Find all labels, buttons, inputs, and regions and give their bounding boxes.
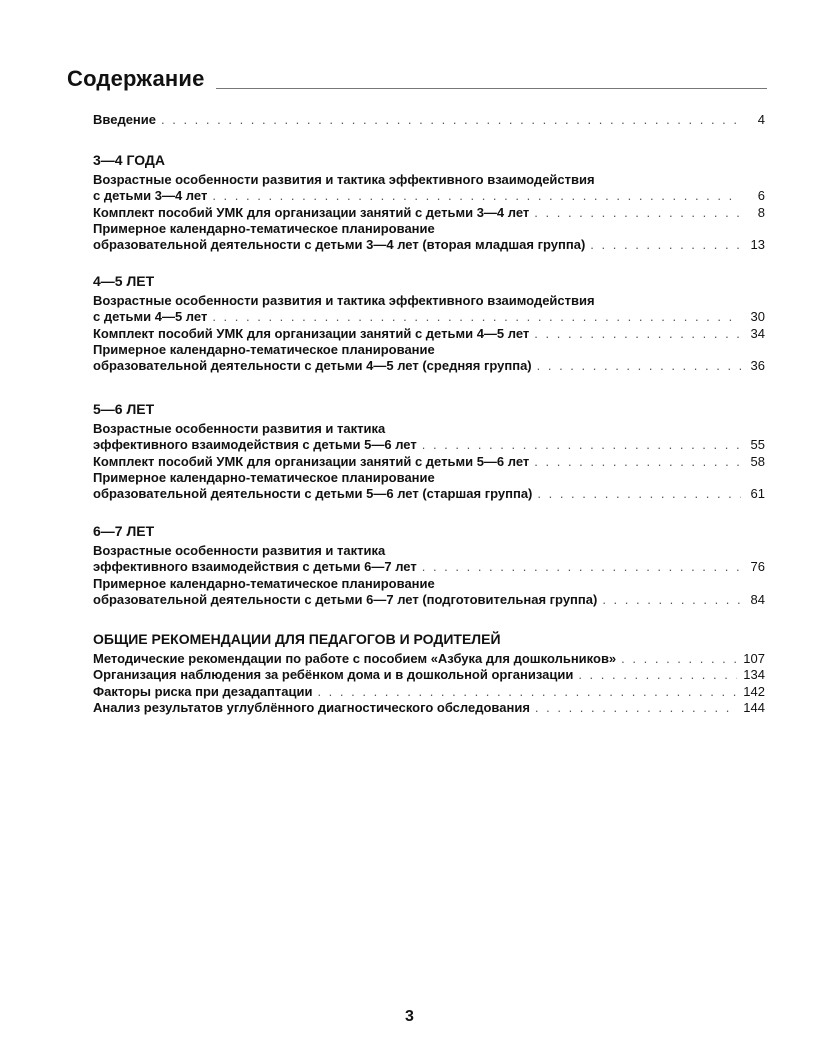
section-heading: 5—6 ЛЕТ [93,401,155,417]
toc-entry-text-line [93,470,765,486]
toc-entry-line [93,486,765,502]
toc-page-number: 107 [743,651,765,666]
dot-leader [422,559,741,575]
toc-entry-line [93,437,765,453]
section-heading: 6—7 ЛЕТ [93,523,155,539]
toc-entry-line [93,651,765,667]
toc-page-number: 55 [750,437,765,453]
toc-entry-line [93,326,765,342]
toc-entry-line [93,592,765,608]
toc-entry-line [93,205,765,221]
toc-page-number: 13 [750,237,765,253]
toc-entry-text: образовательной деятельности с детьми 5—6 лет (старшая группа) [93,486,533,502]
dot-leader [212,309,741,325]
toc-entry-line [93,559,765,575]
dot-leader [602,592,741,608]
dot-leader [534,326,741,342]
dot-leader [590,237,741,253]
toc-page-number: 61 [750,486,765,502]
toc-page-number: 144 [743,699,765,715]
dot-leader [534,205,741,221]
toc-entry-text-line [93,342,765,358]
toc-entry-line [93,684,765,700]
toc-entry-line [93,309,765,325]
toc-entry-text: Факторы риска при дезадаптации [93,683,313,699]
toc-page-number: 4 [757,112,765,127]
dot-leader [537,358,741,374]
page-title: Содержание [67,66,205,91]
toc-entry-text: Возрастные особенности развития и тактика эффективного взаимодействия [93,293,595,308]
toc-entry-text-line [93,543,765,559]
toc-page-number: 134 [743,667,765,683]
dot-leader [212,188,741,204]
dot-leader [317,684,737,700]
toc-entry-text: Примерное календарно-тематическое планирование [93,575,435,591]
toc-page-number: 84 [750,591,765,607]
toc-entry-text: с детьми 3—4 лет [93,188,208,204]
toc-entry-line [93,112,765,128]
toc-entry-text: с детьми 4—5 лет [93,309,208,325]
toc-entry-text-line [93,172,765,188]
section-heading: 4—5 ЛЕТ [93,273,155,289]
toc-page-number: 30 [750,309,765,325]
toc-entry-line [93,454,765,470]
toc-entry-line [93,188,765,204]
toc-entry-text: Комплект пособий УМК для организации занятий с детьми 5—6 лет [93,453,530,469]
dot-leader [422,437,741,453]
toc-entry-text: Возрастные особенности развития и тактика эффективного взаимодействия [93,172,595,187]
toc-entry-text: Методические рекомендации по работе с пособием «Азбука для дошкольников» [93,651,617,666]
toc-entry-line [93,700,765,716]
toc-entry-text: Организация наблюдения за ребёнком дома и в дошкольной организации [93,667,574,683]
toc-entry-text-line [93,576,765,592]
toc-entry-line [93,237,765,253]
toc-entry-text: Возрастные особенности развития и тактика [93,543,386,558]
toc-entry-text: Возрастные особенности развития и тактика [93,421,386,436]
page-number: 3 [405,1008,414,1025]
toc-page-number: 76 [750,559,765,575]
toc-entry-text: образовательной деятельности с детьми 3—4 лет (вторая младшая группа) [93,237,586,253]
section-heading: 3—4 ГОДА [93,152,166,168]
toc-entry-text-line [93,221,765,237]
toc-page-number: 34 [750,325,765,341]
toc-entry-text-line [93,421,765,437]
toc-page-number: 8 [757,204,765,220]
toc-entry-text: образовательной деятельности с детьми 6—7 лет (подготовительная группа) [93,591,598,607]
section-heading: ОБЩИЕ РЕКОМЕНДАЦИИ ДЛЯ ПЕДАГОГОВ И РОДИТЕЛЕЙ [93,631,501,647]
toc-page-number: 36 [750,358,765,374]
toc-page-number: 6 [757,188,765,204]
toc-entry-text: Введение [93,112,156,127]
toc-entry-text: образовательной деятельности с детьми 4—5 лет (средняя группа) [93,358,532,374]
toc-entry-text: Комплект пособий УМК для организации занятий с детьми 3—4 лет [93,204,530,220]
dot-leader [534,454,741,470]
toc-entry-text: Комплект пособий УМК для организации занятий с детьми 4—5 лет [93,325,530,341]
toc-page-number: 142 [743,683,765,699]
dot-leader [537,486,741,502]
toc-entry-text: эффективного взаимодействия с детьми 6—7 лет [93,559,417,575]
dot-leader [161,112,741,128]
dot-leader [535,700,737,716]
dot-leader [578,667,737,683]
toc-entry-line [93,358,765,374]
toc-entry-text: Примерное календарно-тематическое планирование [93,220,435,236]
title-rule [216,88,767,89]
toc-entry-text-line [93,293,765,309]
toc-entry-text: Примерное календарно-тематическое планирование [93,469,435,485]
dot-leader [621,651,737,667]
toc-entry-text: Анализ результатов углублённого диагностического обследования [93,699,530,715]
toc-entry-text: эффективного взаимодействия с детьми 5—6 лет [93,437,417,453]
page-header [67,66,767,92]
toc-entry-text: Примерное календарно-тематическое планирование [93,341,435,357]
toc-page-number: 58 [750,453,765,469]
toc-entry-line [93,667,765,683]
